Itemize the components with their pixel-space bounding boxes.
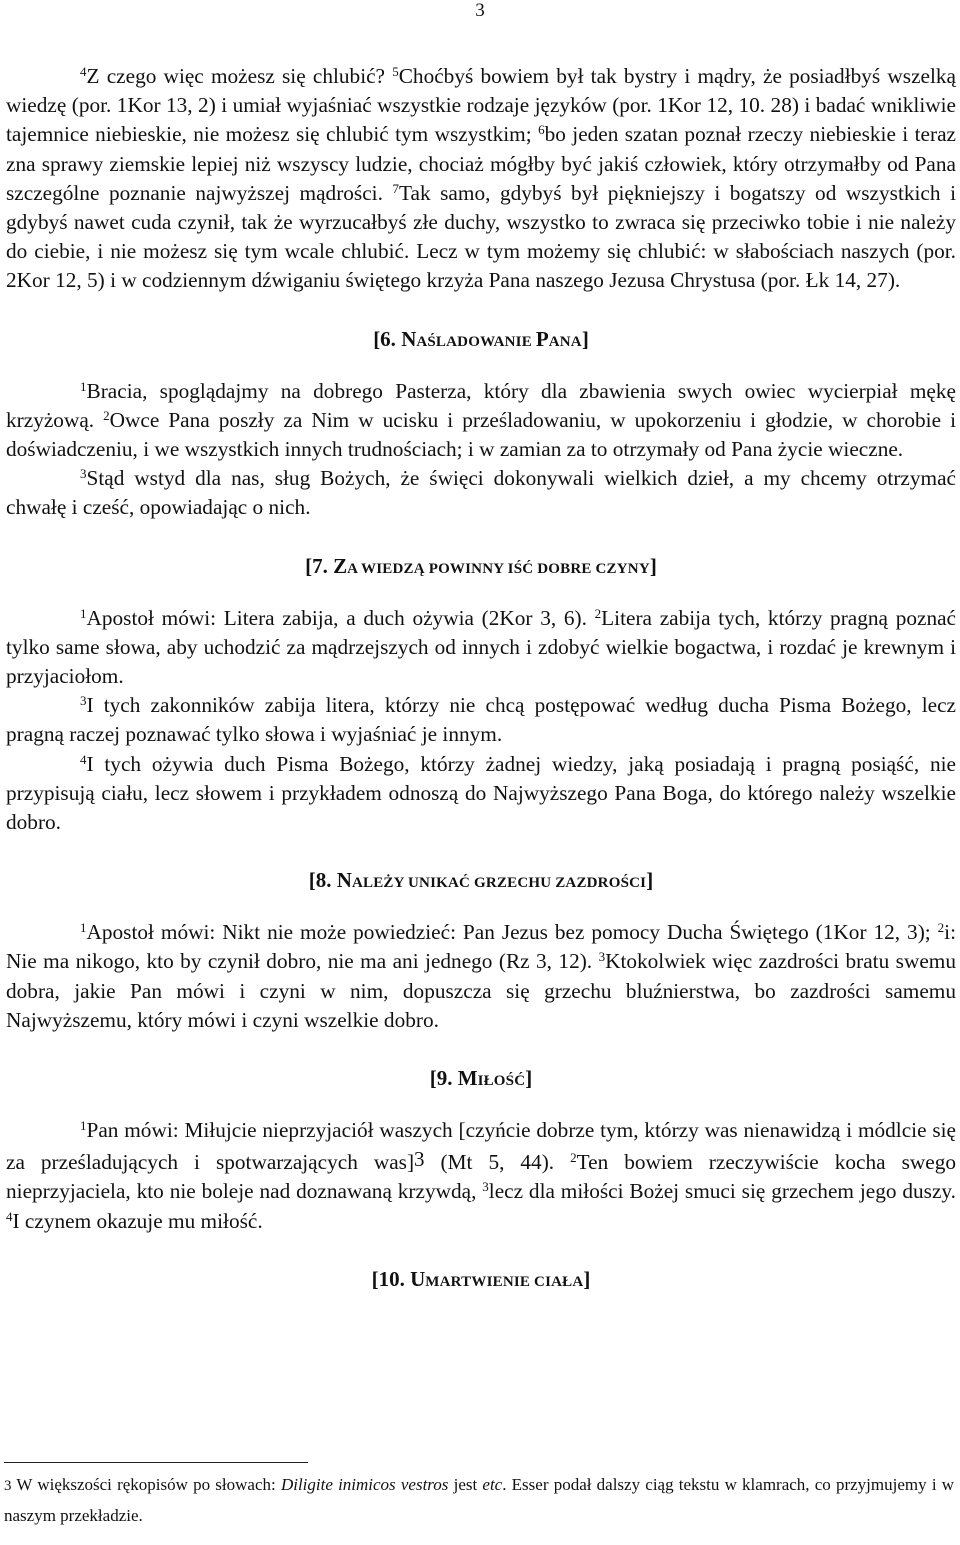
paragraph-text: Apostoł mówi: Litera zabija, a duch ożywia (2Kor 3, 6). <box>86 605 595 630</box>
paragraph <box>6 691 956 749</box>
paragraph-text: Z czego więc możesz się chlubić? <box>86 64 393 88</box>
document-body <box>6 62 956 1317</box>
section-heading-7: [7. ZA WIEDZĄ POWINNY IŚĆ DOBRE CZYNY] <box>305 553 657 578</box>
footnote-etc: etc <box>482 1475 503 1494</box>
section-heading-10: [10. UMARTWIENIE CIAŁA] <box>371 1266 591 1291</box>
paragraph-text: Bracia, spoglądajmy na dobrego Pasterza, który dla zbawienia swych owiec wycierpiał mękę krzyżową. <box>6 378 956 432</box>
paragraph <box>6 918 956 1035</box>
footnote-number: 3 <box>4 1478 12 1494</box>
paragraph-text: i: Nie ma nikogo, kto by czynił dobro, nie ma ani jednego (Rz 3, 12). <box>6 920 956 974</box>
footnote-divider <box>4 1462 308 1463</box>
paragraph-text: bo jeden szatan poznał rzeczy niebieskie i teraz zna sprawy ziemskie lepiej niż wszyscy ludzie, chociaż mógłby być jakiś człowiek, który otrzymałby od Pana szczególne poznanie najwyższej mądrości. <box>6 122 956 205</box>
paragraph-text: Tak samo, gdybyś był piękniejszy i bogatszy od wszystkich i gdybyś nawet cuda czynił, tak że wyrzucałbyś złe duchy, wszystko to zwraca się przeciwko tobie i nie należy do ciebie, i nie możesz się tym wcale chlubić. Lecz w tym możemy się chlubić: w słabościach naszych (por. 2Kor 12, 5) i w codziennym dźwiganiu świętego krzyża Pana naszego Jezusa Chrystusa (por. Łk 14, 27). <box>6 180 956 293</box>
paragraph <box>6 377 956 465</box>
section-heading-8: [8. NALEŻY UNIKAĆ GRZECHU ZAZDROŚCI] <box>308 868 654 893</box>
verse-number: 1 <box>80 1118 87 1134</box>
verse-number: 6 <box>538 122 545 138</box>
verse-number: 4 <box>80 751 87 767</box>
paragraph-text: (Mt 5, 44). <box>424 1150 571 1175</box>
footnote-reference: 3 <box>414 1147 425 1172</box>
verse-number: 3 <box>80 693 87 709</box>
verse-number: 7 <box>392 180 399 196</box>
verse-number: 1 <box>80 920 87 936</box>
page-number: 3 <box>475 0 485 21</box>
section-heading-9: [9. MIŁOŚĆ] <box>429 1066 533 1091</box>
verse-number: 4 <box>6 1208 13 1224</box>
paragraph-text: I tych zakonników zabija litera, którzy nie chcą postępować według ducha Pisma Bożego, lecz pragną raczej poznawać tylko słowa i wyjaśniać je innym. <box>6 693 956 747</box>
paragraph-text: Choćbyś bowiem był tak bystry i mądry, że posiadłbyś wszelką wiedzę (por. 1Kor 13, 2) i umiał wyjaśniać wszystkie rodzaje języków (por. 1Kor 12, 10. 28) i badać wnikliwie tajemnice niebieskie, nie możesz się chlubić tym wszystkim; <box>6 64 956 147</box>
paragraph-text: Owce Pana poszły za Nim w ucisku i prześladowaniu, w upokorzeniu i głodzie, w chorobie i doświadczeniu, i we wszystkich innych trudnościach; i w zamian za to otrzymały od Pana życie wieczne. <box>6 407 956 462</box>
verse-number: 3 <box>80 466 87 482</box>
verse-number: 5 <box>392 64 399 79</box>
paragraph <box>6 1116 956 1236</box>
paragraph-text: Apostoł mówi: Nikt nie może powiedzieć: Pan Jezus bez pomocy Ducha Świętego (1Kor 12, 3); <box>86 920 938 945</box>
paragraph-text: I tych ożywia duch Pisma Bożego, którzy żadnej wiedzy, jaką posiadają i pragną posiąść, nie przypisują ciału, lecz słowem i przykładem odnoszą do Najwyższego Pana Boga, do którego należy wszelkie dobro. <box>6 751 956 835</box>
paragraph <box>6 604 956 692</box>
paragraph-text: Ten bowiem rzeczywiście kocha swego nieprzyjaciela, kto nie boleje nad doznawaną krzywdą, <box>6 1150 956 1204</box>
verse-number: 2 <box>937 920 945 936</box>
verse-number: 4 <box>80 64 87 79</box>
verse-number: 3 <box>598 949 606 965</box>
paragraph-text: Ktokolwiek więc zazdrości bratu swemu dobra, jakie Pan mówi i czyni w nim, dopuszcza się grzechu bluźnierstwa, bo zazdrości samemu Najwyższemu, który mówi i czyni wszelkie dobro. <box>6 949 956 1032</box>
paragraph <box>6 464 956 522</box>
paragraph <box>6 750 956 838</box>
paragraph-text: lecz dla miłości Bożej smuci się grzechem jego duszy. <box>488 1179 956 1204</box>
paragraph-text: I czynem okazuje mu miłość. <box>12 1208 263 1233</box>
verse-number: 3 <box>482 1179 489 1195</box>
footnote <box>4 1470 954 1530</box>
section-heading-6: [6. NAŚLADOWANIE PANA] <box>373 326 589 351</box>
paragraph <box>6 62 956 296</box>
paragraph-text: Litera zabija tych, którzy pragną poznać tylko same słowa, aby uchodzić za mądrzejszych od innych i zdobyć wielkie bogactwa, i rozdać je krewnym i przyjaciołom. <box>6 605 956 689</box>
footnote-text: W większości rękopisów po słowach: <box>11 1475 281 1494</box>
verse-number: 1 <box>80 605 87 621</box>
footnote-text: jest <box>448 1475 483 1494</box>
verse-number: 2 <box>103 407 110 423</box>
paragraph-text: Pan mówi: Miłujcie nieprzyjaciół waszych [czyńcie dobrze tym, którzy was nienawidzą i módlcie się za prześladujących i spotwarzających was] <box>6 1118 956 1175</box>
verse-number: 2 <box>570 1150 577 1166</box>
verse-number: 2 <box>594 605 602 621</box>
paragraph-text: Stąd wstyd dla nas, sług Bożych, że święci dokonywali wielkich dzieł, a my chcemy otrzymać chwałę i cześć, opowiadając o nich. <box>6 466 956 520</box>
footnote-text: . Esser podał dalszy ciąg tekstu w klamrach, co przyjmujemy i w naszym przekładzie. <box>4 1475 955 1525</box>
verse-number: 1 <box>80 378 87 394</box>
footnote-latin: Diligite inimicos vestros <box>280 1475 449 1494</box>
